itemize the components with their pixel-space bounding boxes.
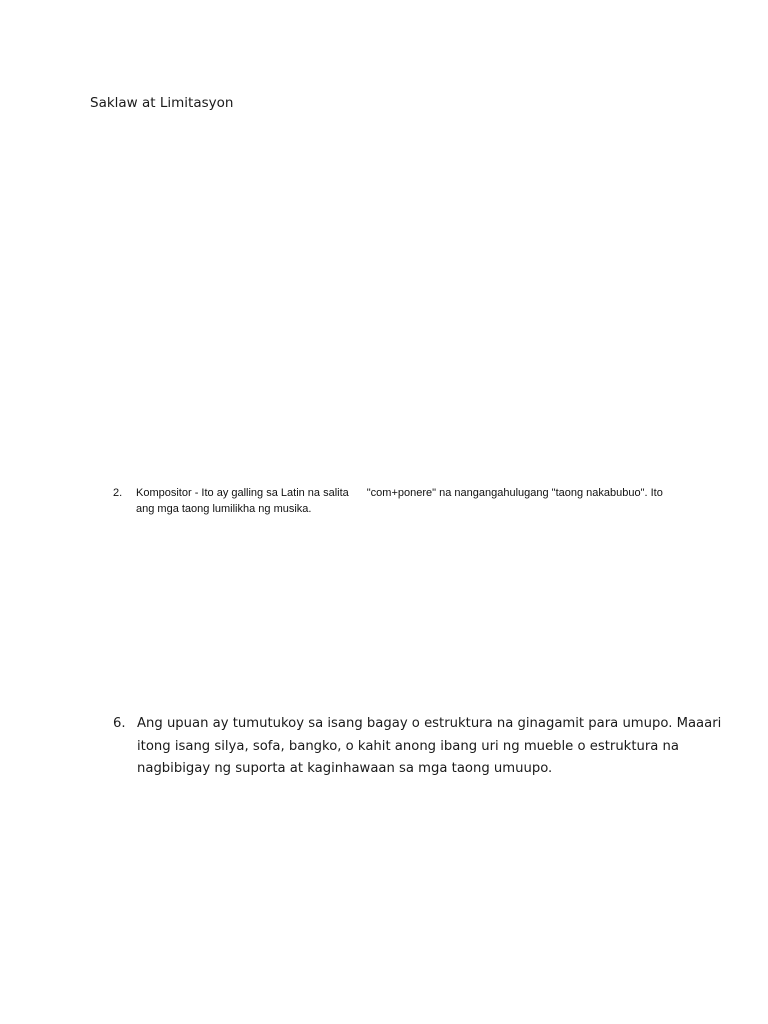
list-item-line: Ang upuan ay tumutukoy sa isang bagay o estruktura na ginagamit para umupo. Maaari	[137, 716, 722, 731]
list-item-text: Kompositor - Ito ay galling sa Latin na salita	[136, 487, 349, 499]
list-item-line: ang mga taong lumilikha ng musika.	[136, 503, 312, 515]
section-heading: Saklaw at Limitasyon	[90, 95, 234, 111]
list-item-number: 2.	[113, 487, 123, 499]
list-item-text: "com+ponere" na nangangahulugang "taong nakabubuo". Ito	[366, 487, 663, 499]
list-item-number: 6.	[113, 716, 126, 731]
list-item-line: itong isang silya, sofa, bangko, o kahit anong ibang uri ng mueble o estruktura na	[137, 738, 679, 754]
list-item-line: nagbibigay ng suporta at kaginhawaan sa mga taong umuupo.	[137, 761, 553, 776]
list-item-line	[136, 485, 663, 501]
